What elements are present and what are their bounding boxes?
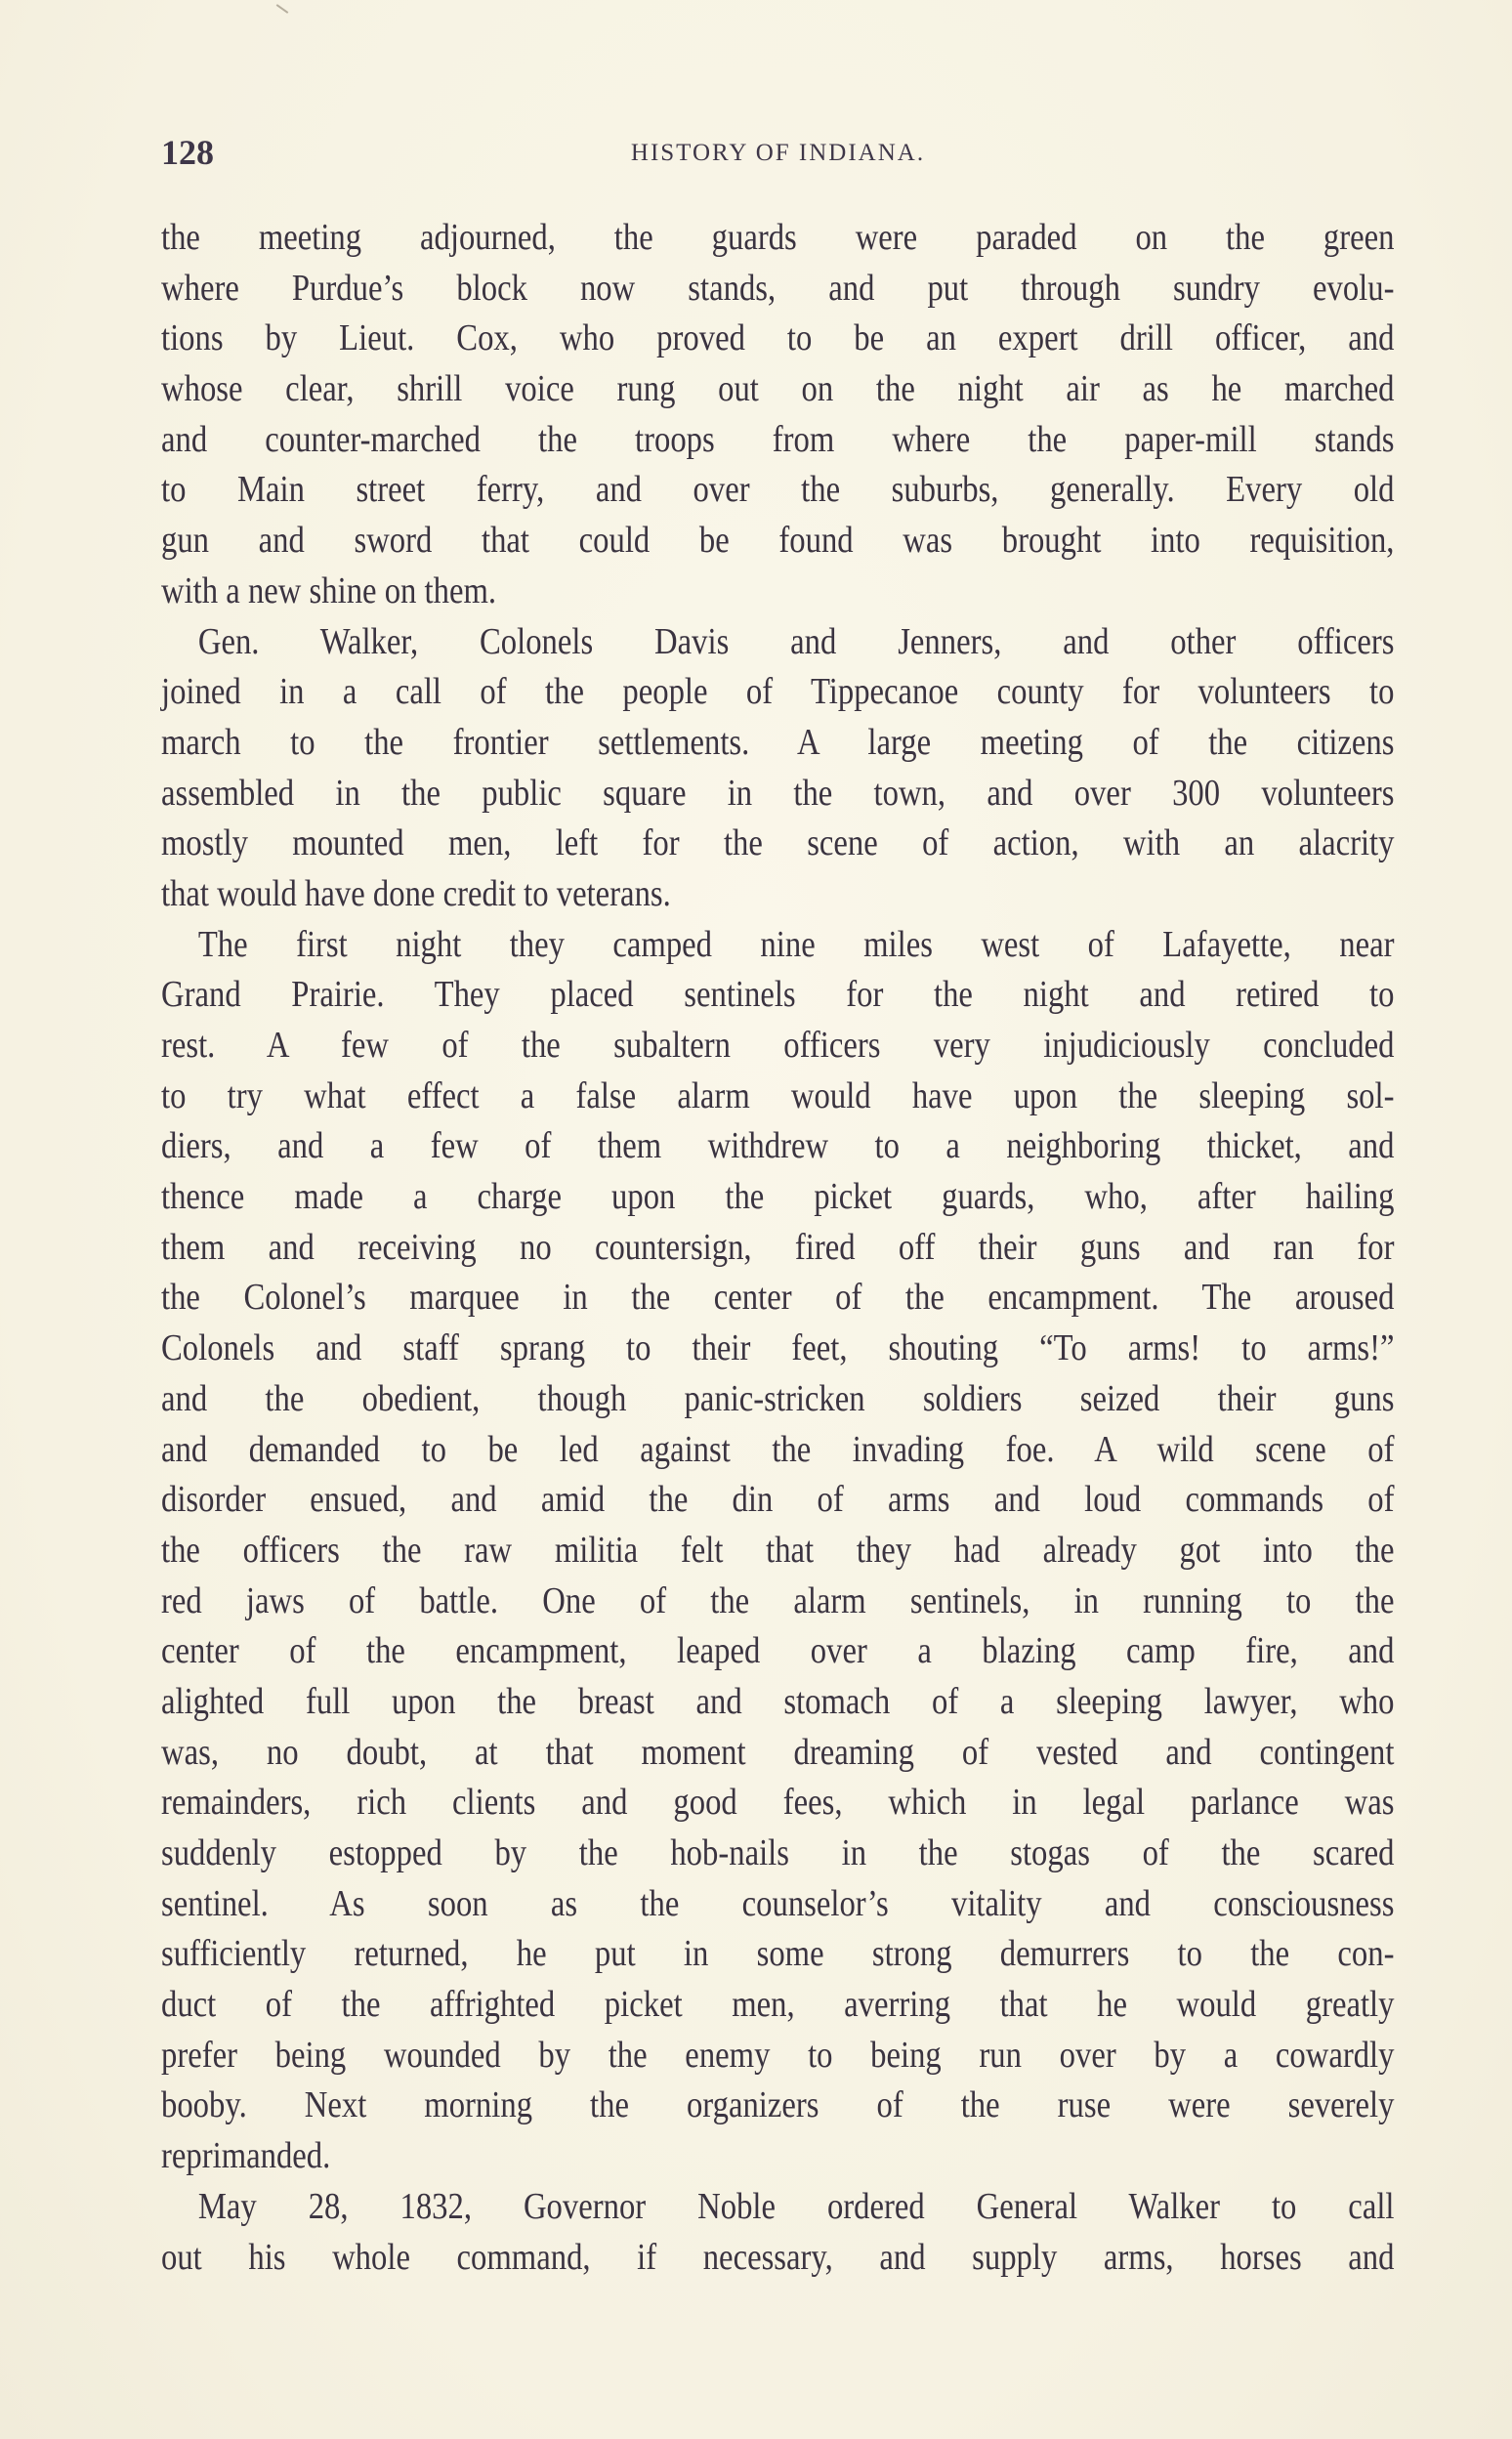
text-line: duct of the affrighted picket men, averring that he would greatly bbox=[161, 1984, 1395, 2026]
text-line: and demanded to be led against the invading foe. A wild scene of bbox=[161, 1428, 1395, 1470]
text-line: the meeting adjourned, the guards were paraded on the green bbox=[161, 217, 1395, 258]
text-line: assembled in the public square in the town, and over 300 volunteers bbox=[161, 772, 1395, 814]
text-line: reprimanded. bbox=[161, 2135, 331, 2177]
text-line: them and receiving no countersign, fired off their guns and ran for bbox=[161, 1226, 1395, 1268]
text-line: diers, and a few of them withdrew to a neighboring thicket, and bbox=[161, 1125, 1395, 1167]
text-line: center of the encampment, leaped over a blazing camp fire, and bbox=[161, 1630, 1395, 1672]
text-line: to try what effect a false alarm would have upon the sleeping sol- bbox=[161, 1074, 1395, 1116]
text-line: joined in a call of the people of Tippecanoe county for volunteers to bbox=[161, 671, 1395, 713]
text-line: was, no doubt, at that moment dreaming of vested and contingent bbox=[161, 1731, 1395, 1773]
text-line: whose clear, shrill voice rung out on the night air as he marched bbox=[161, 368, 1395, 410]
text-line: gun and sword that could be found was brought into requisition, bbox=[161, 520, 1395, 562]
text-line: where Purdue’s block now stands, and put through sundry evolu- bbox=[161, 267, 1395, 309]
text-line: sufficiently returned, he put in some strong demurrers to the con- bbox=[161, 1933, 1395, 1975]
text-line: sentinel. As soon as the counselor’s vitality and consciousness bbox=[161, 1882, 1395, 1924]
text-line: Colonels and staff sprang to their feet, shouting “To arms! to arms!” bbox=[161, 1327, 1395, 1369]
text-line: thence made a charge upon the picket guards, who, after hailing bbox=[161, 1176, 1395, 1218]
text-line: rest. A few of the subaltern officers very injudiciously concluded bbox=[161, 1025, 1395, 1066]
text-line: disorder ensued, and amid the din of arms and loud commands of bbox=[161, 1479, 1395, 1521]
text-line: Gen. Walker, Colonels Davis and Jenners, and other officers bbox=[197, 620, 1395, 662]
text-line: the Colonel’s marquee in the center of the encampment. The aroused bbox=[161, 1277, 1395, 1319]
body-text bbox=[161, 213, 1395, 2283]
text-line: prefer being wounded by the enemy to being run over by a cowardly bbox=[161, 2034, 1395, 2076]
text-line: red jaws of battle. One of the alarm sentinels, in running to the bbox=[161, 1579, 1395, 1621]
paper-speck bbox=[276, 4, 289, 14]
text-line: The first night they camped nine miles west of Lafayette, near bbox=[197, 923, 1395, 965]
text-line: mostly mounted men, left for the scene of action, with an alacrity bbox=[161, 822, 1395, 864]
text-line: suddenly estopped by the hob-nails in the stogas of the scared bbox=[161, 1832, 1395, 1873]
text-line: remainders, rich clients and good fees, which in legal parlance was bbox=[161, 1782, 1395, 1824]
text-line: booby. Next morning the organizers of the ruse were severely bbox=[161, 2084, 1395, 2126]
text-line: tions by Lieut. Cox, who proved to be an expert drill officer, and bbox=[161, 317, 1395, 359]
text-line: and the obedient, though panic-stricken soldiers seized their guns bbox=[161, 1377, 1395, 1419]
running-title: HISTORY OF INDIANA. bbox=[630, 140, 926, 166]
text-line: out his whole command, if necessary, and supply arms, horses and bbox=[161, 2236, 1395, 2278]
running-head bbox=[161, 133, 1395, 172]
text-line: march to the frontier settlements. A large meeting of the citizens bbox=[161, 721, 1395, 763]
text-line: May 28, 1832, Governor Noble ordered General Walker to call bbox=[197, 2185, 1395, 2227]
page-number: 128 bbox=[161, 133, 214, 172]
text-line: alighted full upon the breast and stomach of a sleeping lawyer, who bbox=[161, 1680, 1395, 1722]
text-line: that would have done credit to veterans. bbox=[161, 872, 671, 914]
text-line: Grand Prairie. They placed sentinels for the night and retired to bbox=[161, 974, 1395, 1016]
text-line: the officers the raw militia felt that they had already got into the bbox=[161, 1529, 1395, 1571]
text-line: and counter-marched the troops from where the paper-mill stands bbox=[161, 418, 1395, 460]
text-line: to Main street ferry, and over the suburbs, generally. Every old bbox=[161, 469, 1395, 511]
text-line: with a new shine on them. bbox=[161, 569, 497, 611]
